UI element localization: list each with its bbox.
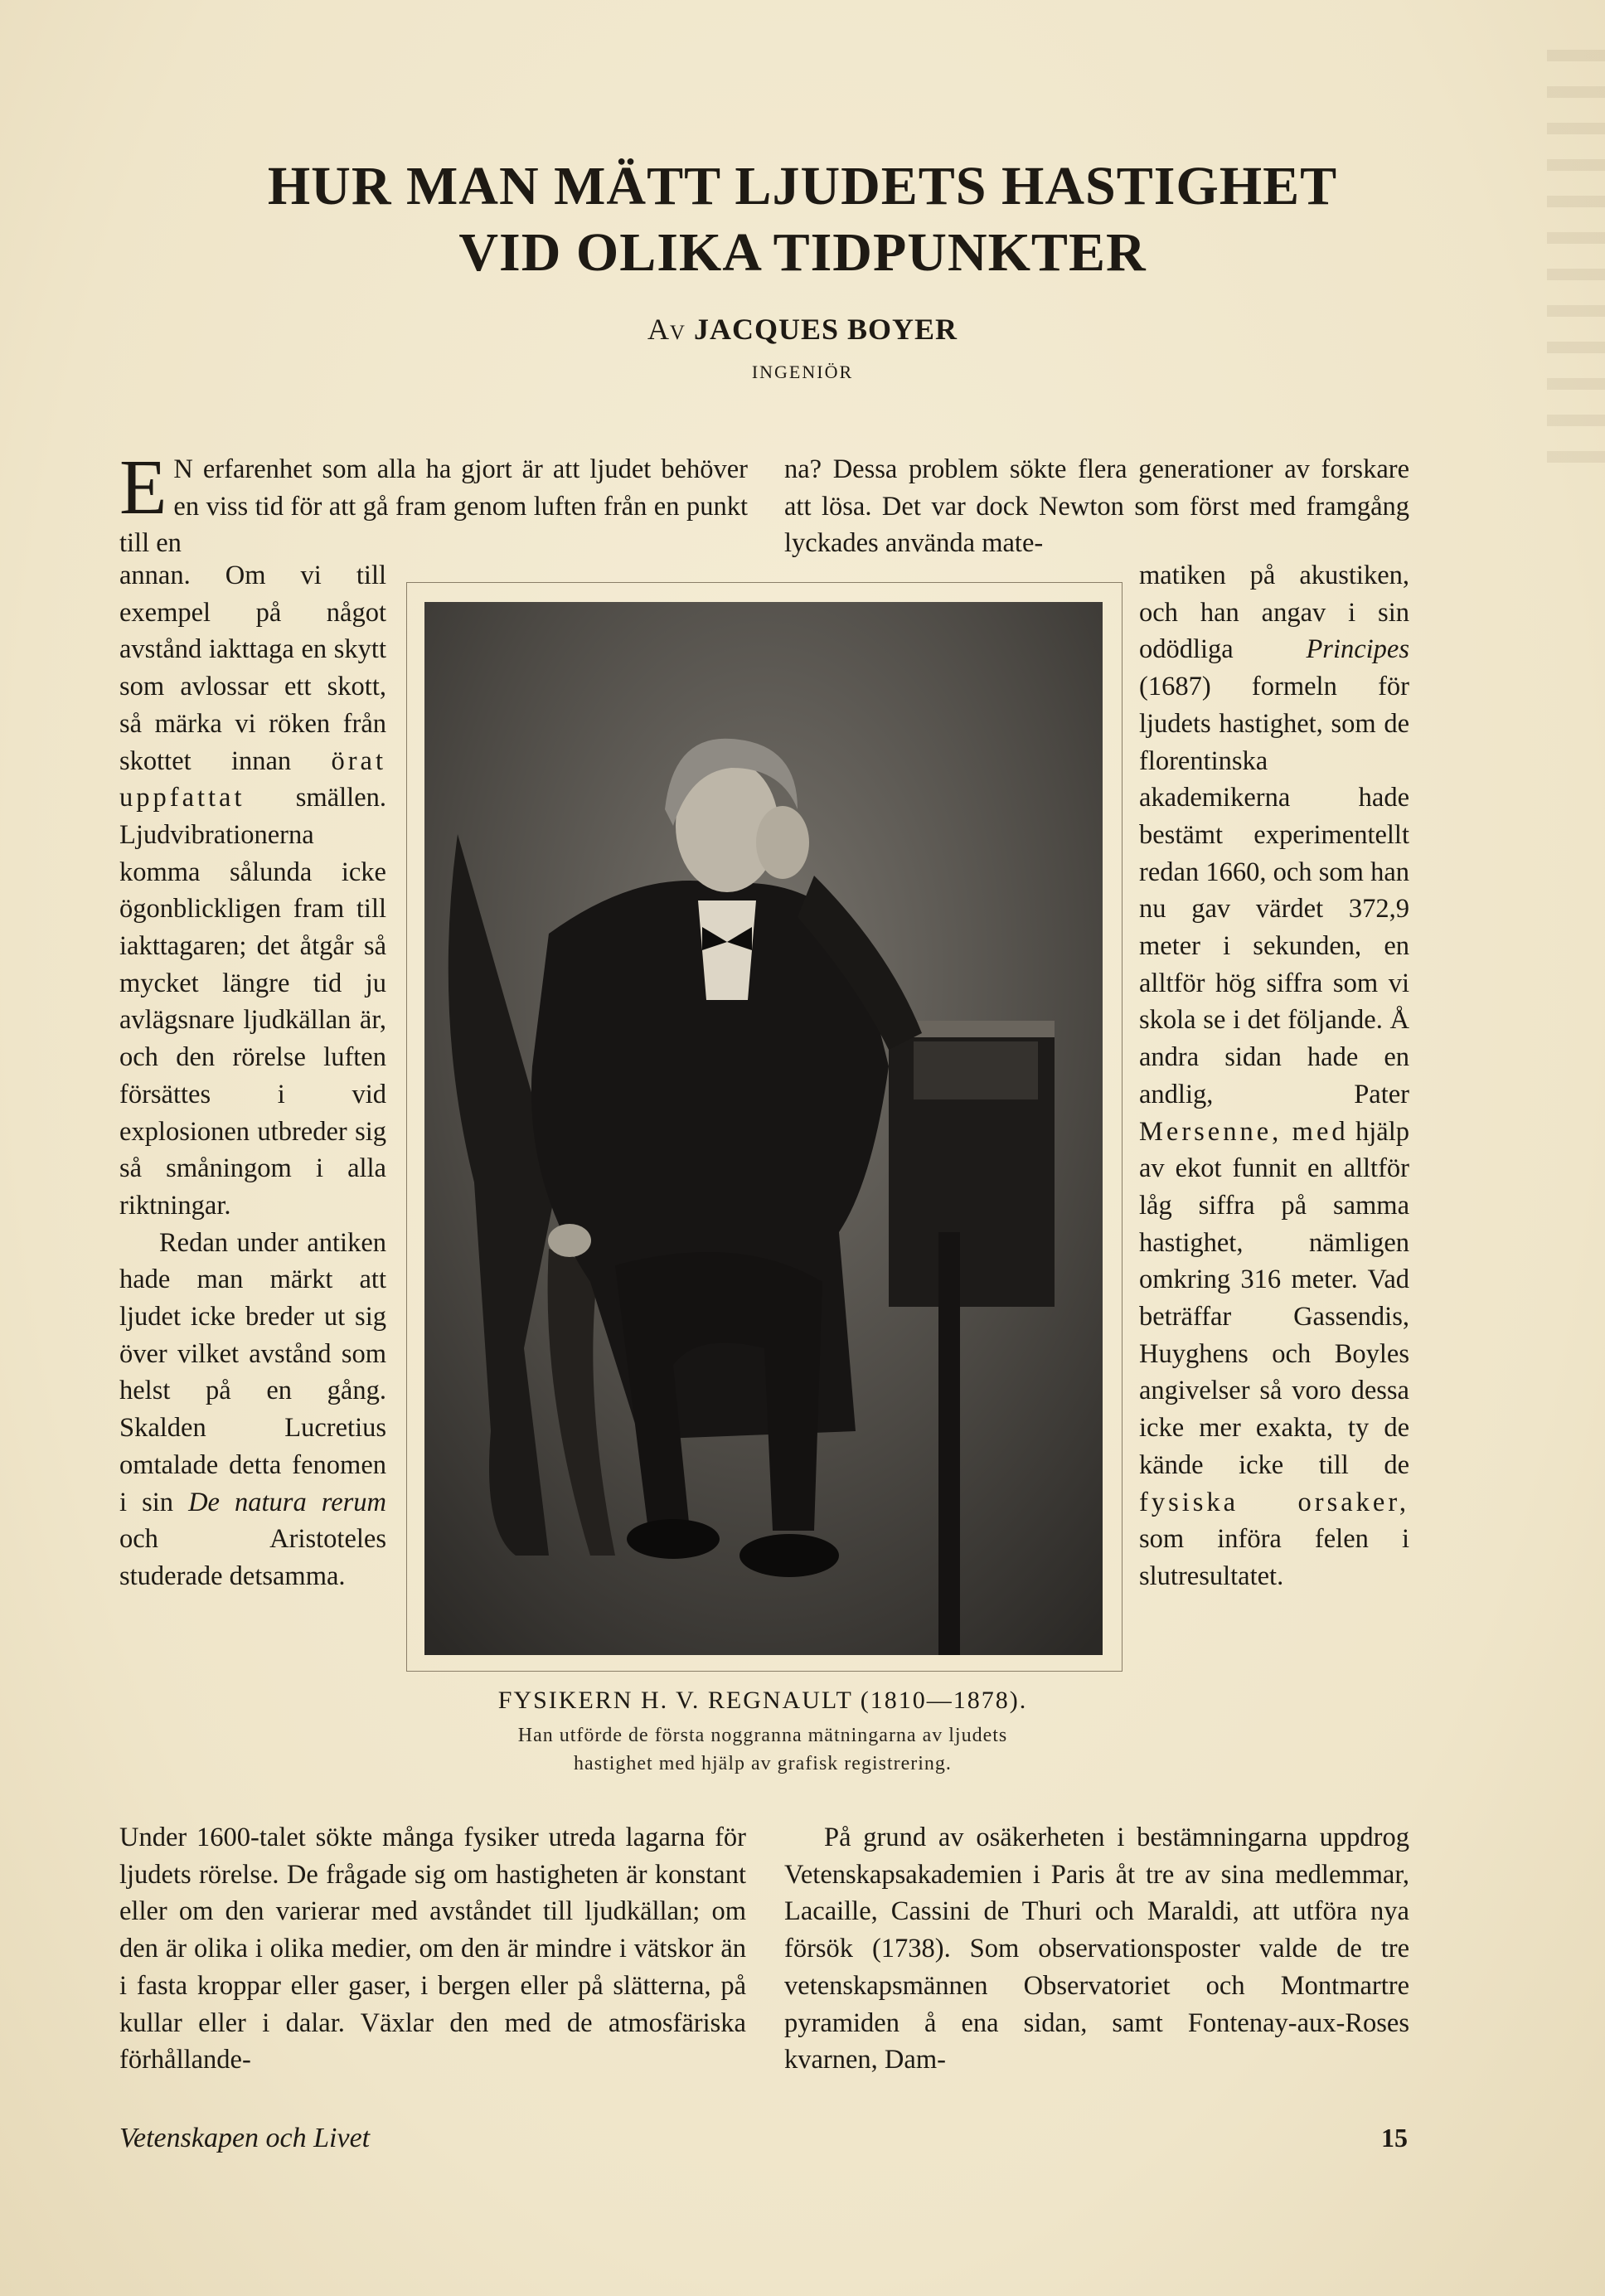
left-column-top	[119, 444, 748, 562]
paragraph-text: På grund av osäkerheten i bestämningarna uppdrog Vetenskapsakademien i Paris åt tre av sina medlemmar, Lacaille, Cassini de Thuri och Maraldi, att utföra nya försök (1738). Som observationsposter valde de tre vetenskapsmännen Observatoriet och Montmartre pyramiden å ena sidan, samt Fontenay-aux-Roses kvarnen, Dam-	[784, 1823, 1409, 2075]
article-title-line-2: VID OLIKA TIDPUNKTER	[458, 222, 1147, 283]
paragraph-text: (1687) formeln för ljudets hastighet, som de florentinska akademikerna hade bestämt experimentellt redan 1660, och som han nu gav värdet 372,9 meter i sekunden, en alltför hög siffra som vi skola se i det följande. Å andra sidan hade en andlig, Pater	[1139, 672, 1409, 1109]
right-column-narrow	[1139, 557, 1409, 1595]
author-name: JACQUES BOYER	[694, 313, 958, 346]
paragraph-text: Redan under antiken hade man märkt att ljudet icke breder ut sig över vilket avstånd som helst på en gång. Skalden Lucretius omtalade detta fenomen i sin	[119, 1227, 386, 1517]
portrait-photo	[424, 602, 1103, 1655]
paragraph-text: hjälp av ekot funnit en alltför låg siffra på samma hastighet, nämligen omkring 316 meter. Vad beträffar Gassendis, Huyghens och Boyles angivelser så voro dessa icke mer exakta, ty de kände icke till de	[1139, 1116, 1409, 1480]
spaced-text: Mersenne, med	[1139, 1116, 1349, 1147]
paragraph-text: som införa felen i slutresultatet.	[1139, 1524, 1409, 1591]
page-number: 15	[1381, 2123, 1408, 2153]
spaced-text: örat uppfattat	[119, 745, 386, 813]
left-column-bottom	[119, 1819, 746, 2079]
right-column-bottom	[784, 1819, 1409, 2079]
paragraph-text: smällen. Ljudvibrationerna komma sålunda icke ögonblickligen fram till iakttagaren; det åtgår så mycket längre tid ju avlägsnare ljudkällan är, och den rörelse luften försättes i vid explosionen utbreder sig så småningom i alla riktningar.	[119, 783, 386, 1221]
caption-line: hastighet med hjälp av grafisk registrering.	[574, 1753, 952, 1774]
book-title-text: Principes	[1306, 634, 1409, 665]
figure-caption	[398, 1721, 1127, 1778]
author-role: INGENIÖR	[751, 362, 854, 382]
paragraph-text: och Aristoteles studerade detsamma.	[119, 1524, 386, 1591]
book-title-text: De natura rerum	[188, 1487, 386, 1517]
portrait-illustration	[424, 602, 1103, 1655]
paragraph-intro: N erfarenhet som alla ha gjort är att ljudet behöver en viss tid för att gå fram genom luften från en punkt till en	[119, 454, 748, 559]
spaced-text: fysiska orsaker,	[1139, 1487, 1409, 1517]
right-column-top	[784, 451, 1409, 562]
byline-prefix: Av	[647, 313, 686, 346]
figure-caption-title: FYSIKERN H. V. REGNAULT (1810—1878).	[497, 1687, 1028, 1714]
journal-name: Vetenskapen och Livet	[119, 2123, 371, 2153]
byline	[0, 312, 1605, 347]
drop-cap: E	[119, 444, 167, 531]
paragraph-text: annan. Om vi till exempel på något avstånd iakttaga en skytt som avlossar ett skott, så märka vi röken från skottet innan	[119, 561, 386, 776]
article-title-line-1: HUR MAN MÄTT LJUDETS HASTIGHET	[267, 156, 1338, 216]
paragraph-text: matiken på akustiken, och han angav i sin odödliga	[1139, 561, 1409, 665]
paragraph-text: Under 1600-talet sökte många fysiker utreda lagarna för ljudets rörelse. De frågade sig om hastigheten är konstant eller om den varierar med avståndet till ljudkällan; om den är olika i olika medier, om den är mindre i vätskor än i fasta kroppar eller gaser, i bergen eller på slätterna, på kullar eller i dalar. Växlar den med de atmosfäriska förhållande-	[119, 1823, 746, 2075]
left-column-narrow	[119, 557, 386, 1595]
caption-line: Han utförde de första noggranna mätningarna av ljudets	[517, 1725, 1008, 1746]
paragraph-text: na? Dessa problem sökte flera generationer av forskare att lösa. Det var dock Newton som först med framgång lyckades använda mate-	[784, 454, 1409, 559]
